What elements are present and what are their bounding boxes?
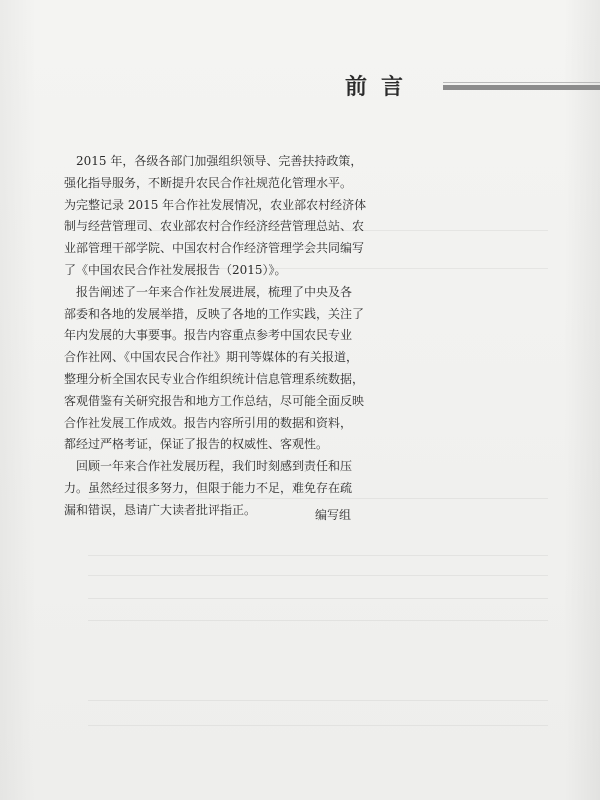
- text-line: 年内发展的大事要事。报告内容重点参考中国农民专业: [64, 328, 353, 343]
- text-line: 漏和错误，恳请广大读者批评指正。: [64, 502, 257, 517]
- text-line: 2015 年，各级各部门加强组织领导、完善扶持政策，: [76, 154, 363, 168]
- header-rule: [443, 85, 600, 90]
- page-header: [345, 70, 600, 106]
- paragraph-1: [64, 151, 367, 282]
- bleed-through-line: [88, 700, 548, 701]
- text-line: 都经过严格考证，保证了报告的权威性、客观性。: [64, 437, 329, 452]
- text-line: 业部管理干部学院、中国农村合作经济管理学会共同编写: [64, 241, 365, 256]
- bleed-through-line: [88, 598, 548, 599]
- preface-body: [64, 151, 367, 522]
- bleed-through-line: [88, 575, 548, 576]
- text-line: 为完整记录 2015 年合作社发展情况，农业部农村经济体: [64, 197, 367, 212]
- text-line: 合作社网、《中国农民合作社》期刊等媒体的有关报道，: [64, 350, 359, 365]
- bleed-through-line: [88, 555, 548, 556]
- page-title: 前言: [345, 75, 418, 100]
- text-line: 回顾一年来合作社发展历程，我们时刻感到责任和压: [76, 459, 353, 474]
- author-signature: 编写组: [315, 508, 352, 522]
- bleed-through-line: [88, 620, 548, 621]
- text-line: 部委和各地的发展举措，反映了各地的工作实践，关注了: [64, 306, 365, 321]
- text-line: 强化指导服务，不断提升农民合作社规范化管理水平。: [64, 175, 353, 190]
- bleed-through-line: [88, 725, 548, 726]
- text-line: 力。虽然经过很多努力，但限于能力不足，难免存在疏: [64, 480, 353, 495]
- text-line: 整理分析全国农民专业合作组织统计信息管理系统数据，: [64, 371, 365, 386]
- text-line: 制与经营管理司、农业部农村合作经济经营管理总站、农: [64, 219, 365, 234]
- text-line: 报告阐述了一年来合作社发展进展，梳理了中央及各: [76, 284, 353, 299]
- text-line: 了《中国农民合作社发展报告（2015）》。: [64, 262, 287, 277]
- text-line: 客观借鉴有关研究报告和地方工作总结，尽可能全面反映: [64, 393, 365, 408]
- text-line: 合作社发展工作成效。报告内容所引用的数据和资料，: [64, 415, 353, 430]
- paragraph-2: [64, 282, 364, 456]
